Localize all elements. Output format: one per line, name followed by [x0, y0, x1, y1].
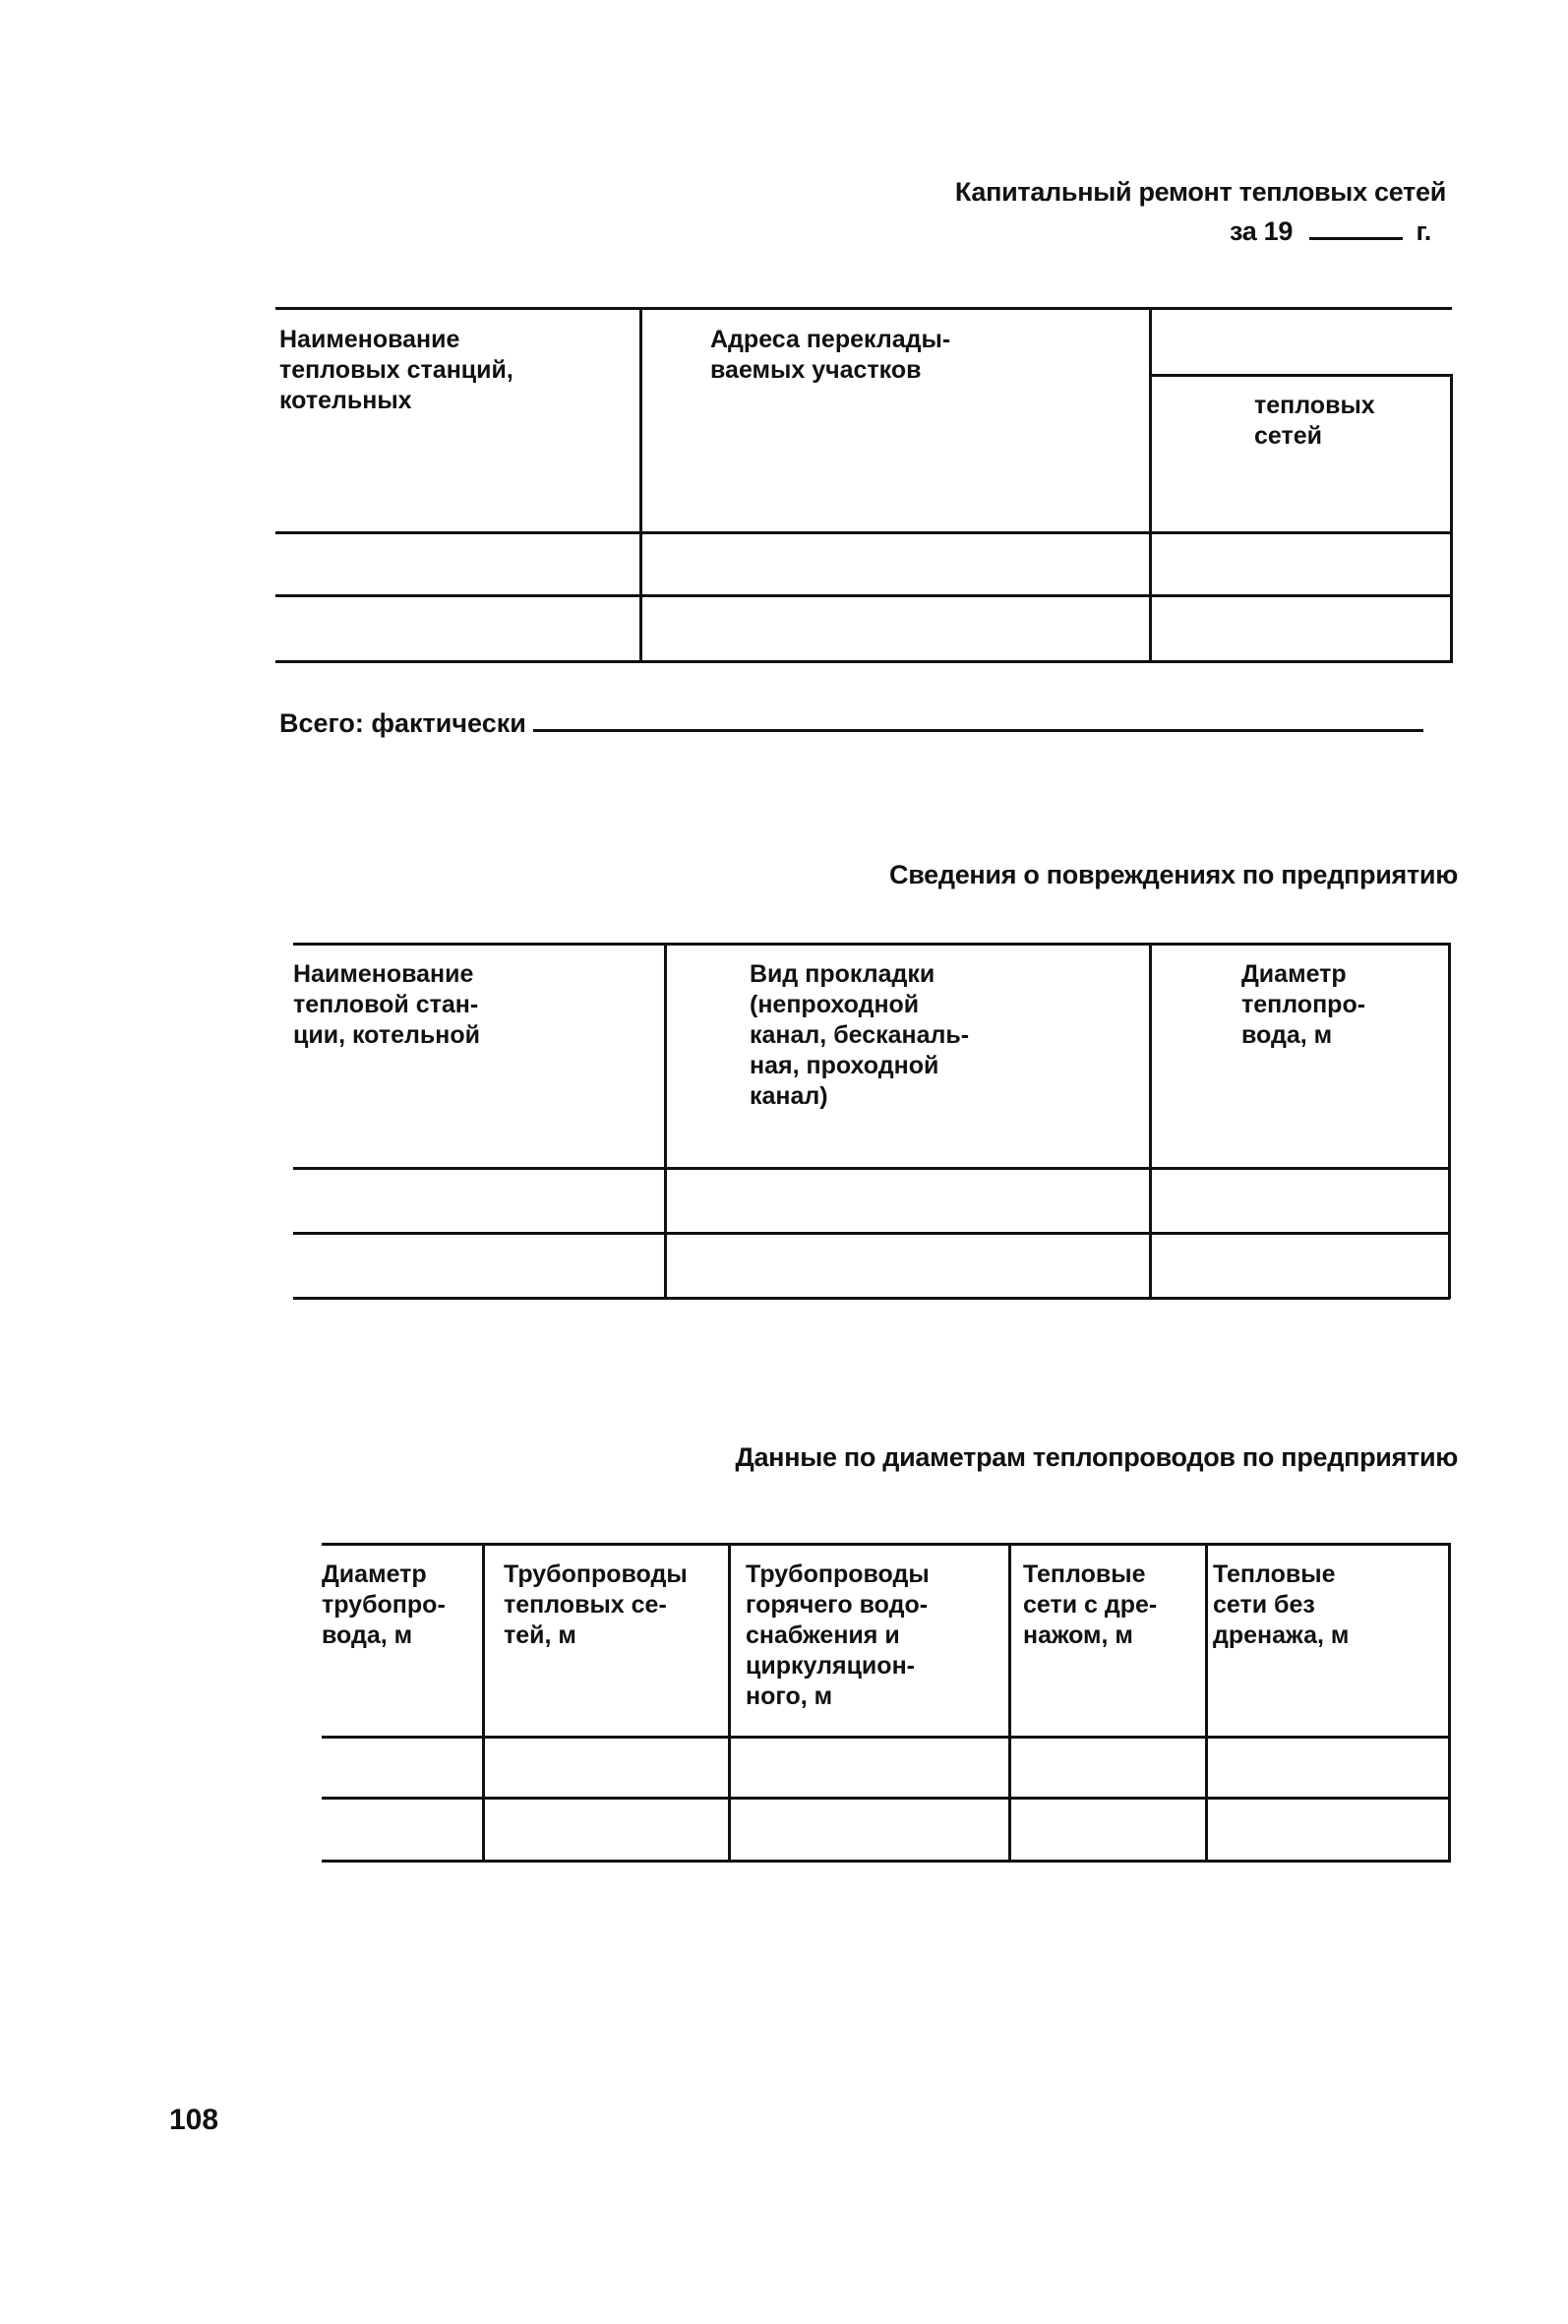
year-blank[interactable]	[1309, 237, 1403, 240]
total-blank[interactable]	[533, 729, 1423, 732]
section1-title: Капитальный ремонт тепловых сетей	[954, 177, 1446, 207]
header-station-name: Наименование тепловой стан- ции, котельной	[293, 960, 480, 1049]
header-with-drainage: Тепловые сети с дре- нажом, м	[1023, 1560, 1158, 1649]
header-station-names: Наименование тепловых станций, котельных	[279, 326, 513, 414]
section3-title: Данные по диаметрам теплопроводов по предприятию	[735, 1442, 1458, 1472]
year-prefix: за 19	[1230, 216, 1294, 246]
header-hot-water-pipelines: Трубопроводы горячего водо- снабжения и циркуляцион- ного, м	[746, 1560, 930, 1710]
header-without-drainage: Тепловые сети без дренажа, м	[1213, 1560, 1350, 1649]
year-suffix: г.	[1416, 216, 1431, 246]
header-heat-pipelines: Трубопроводы тепловых се- тей, м	[504, 1560, 688, 1649]
header-addresses: Адреса переклады- ваемых участков	[710, 326, 951, 384]
section2-title: Сведения о повреждениях по предприятию	[889, 860, 1458, 889]
section1-year-line	[1230, 216, 1431, 247]
header-laying-type: Вид прокладки (непроходной канал, бесканаль- ная, проходной канал)	[750, 960, 970, 1110]
header-pipe-diameter: Диаметр теплопро- вода, м	[1241, 960, 1366, 1049]
header-heat-networks: тепловых сетей	[1254, 392, 1375, 450]
page-number: 108	[169, 2104, 219, 2136]
total-actual-line	[279, 708, 1456, 739]
total-label: Всего: фактически	[279, 708, 526, 738]
header-diameter: Диаметр трубопро- вода, м	[322, 1560, 446, 1649]
